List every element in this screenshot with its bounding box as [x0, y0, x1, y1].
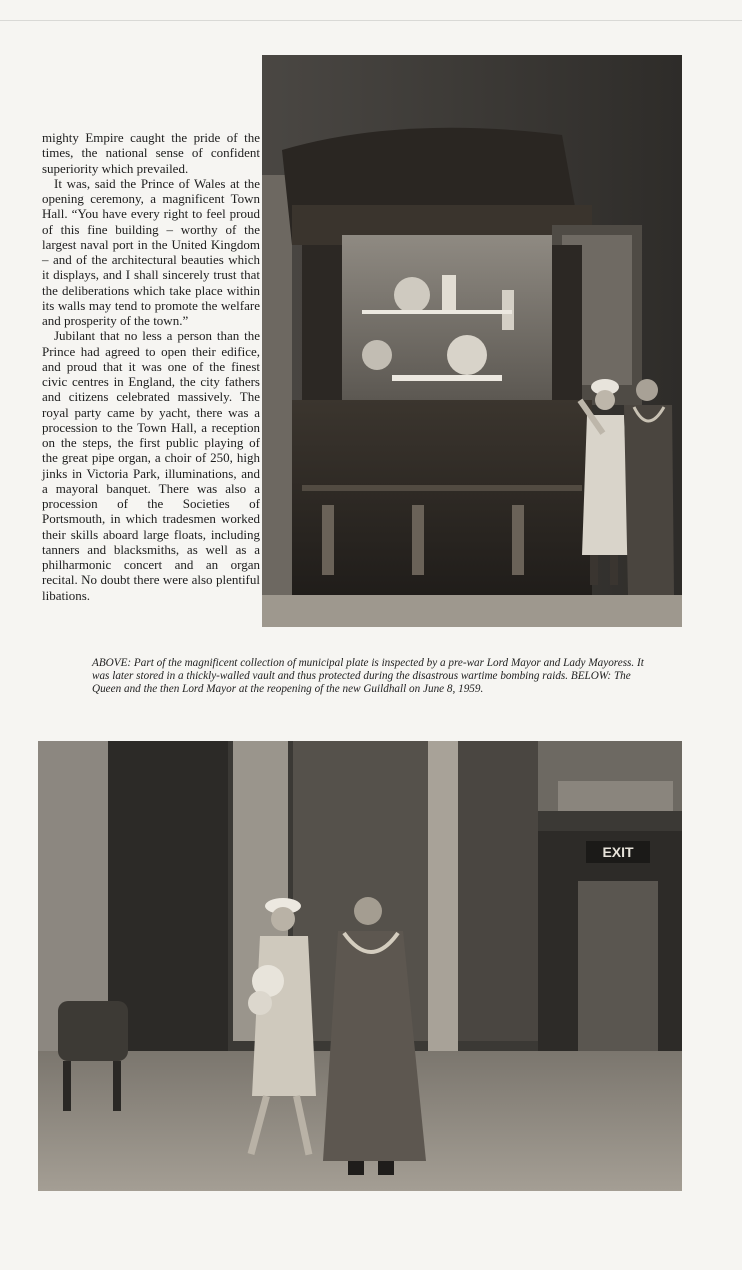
article-paragraph-2: It was, said the Prince of Wales at the opening ceremony, a magnificent Town Hall. “You have every right to feel proud of this fine building – worthy of the largest naval port in the United Kingdom – and of the architectural beauties which it displays, and I shall sincerely trust that the deliberations which take place within its walls may tend to promote the welfare and prosperity of the town.” — [42, 175, 260, 328]
photo-queen-reopening — [38, 741, 682, 1191]
page-top-rule — [0, 20, 742, 21]
queen-reopening-photo-illustration — [38, 741, 682, 1191]
article-paragraph-1: mighty Empire caught the pride of the times, the national sense of confident superiority which prevailed. — [42, 130, 260, 176]
exit-sign: EXIT — [602, 844, 634, 860]
photo-plate-cabinet — [262, 55, 682, 627]
photo-caption: ABOVE: Part of the magnificent collection of municipal plate is inspected by a pre-war Lord Mayor and Lady Mayoress. It was later stored in a thickly-walled vault and thus protected during the disastrous wartime bombing raids. BELOW: The Queen and the then Lord Mayor at the reopening of the new Guildhall on June 8, 1959. — [92, 657, 644, 695]
article-paragraph-3: Jubilant that no less a person than the Prince had agreed to open their edifice, and proud that it was one of the finest civic centres in England, the city fathers and citizens celebrated massively. The royal party came by yacht, there was a procession to the Town Hall, a reception on the steps, the first public playing of the great pipe organ, a choir of 250, high jinks in Victoria Park, illuminations, and a mayoral banquet. There was also a procession of the Societies of Portsmouth, in which tradesmen worked their skills aboard large floats, including tanners and blacksmiths, as well as a philharmonic concert and an organ recital. No doubt there were also plentiful libations. — [42, 328, 260, 603]
plate-cabinet-photo-illustration — [262, 55, 682, 627]
article-body — [42, 130, 260, 603]
